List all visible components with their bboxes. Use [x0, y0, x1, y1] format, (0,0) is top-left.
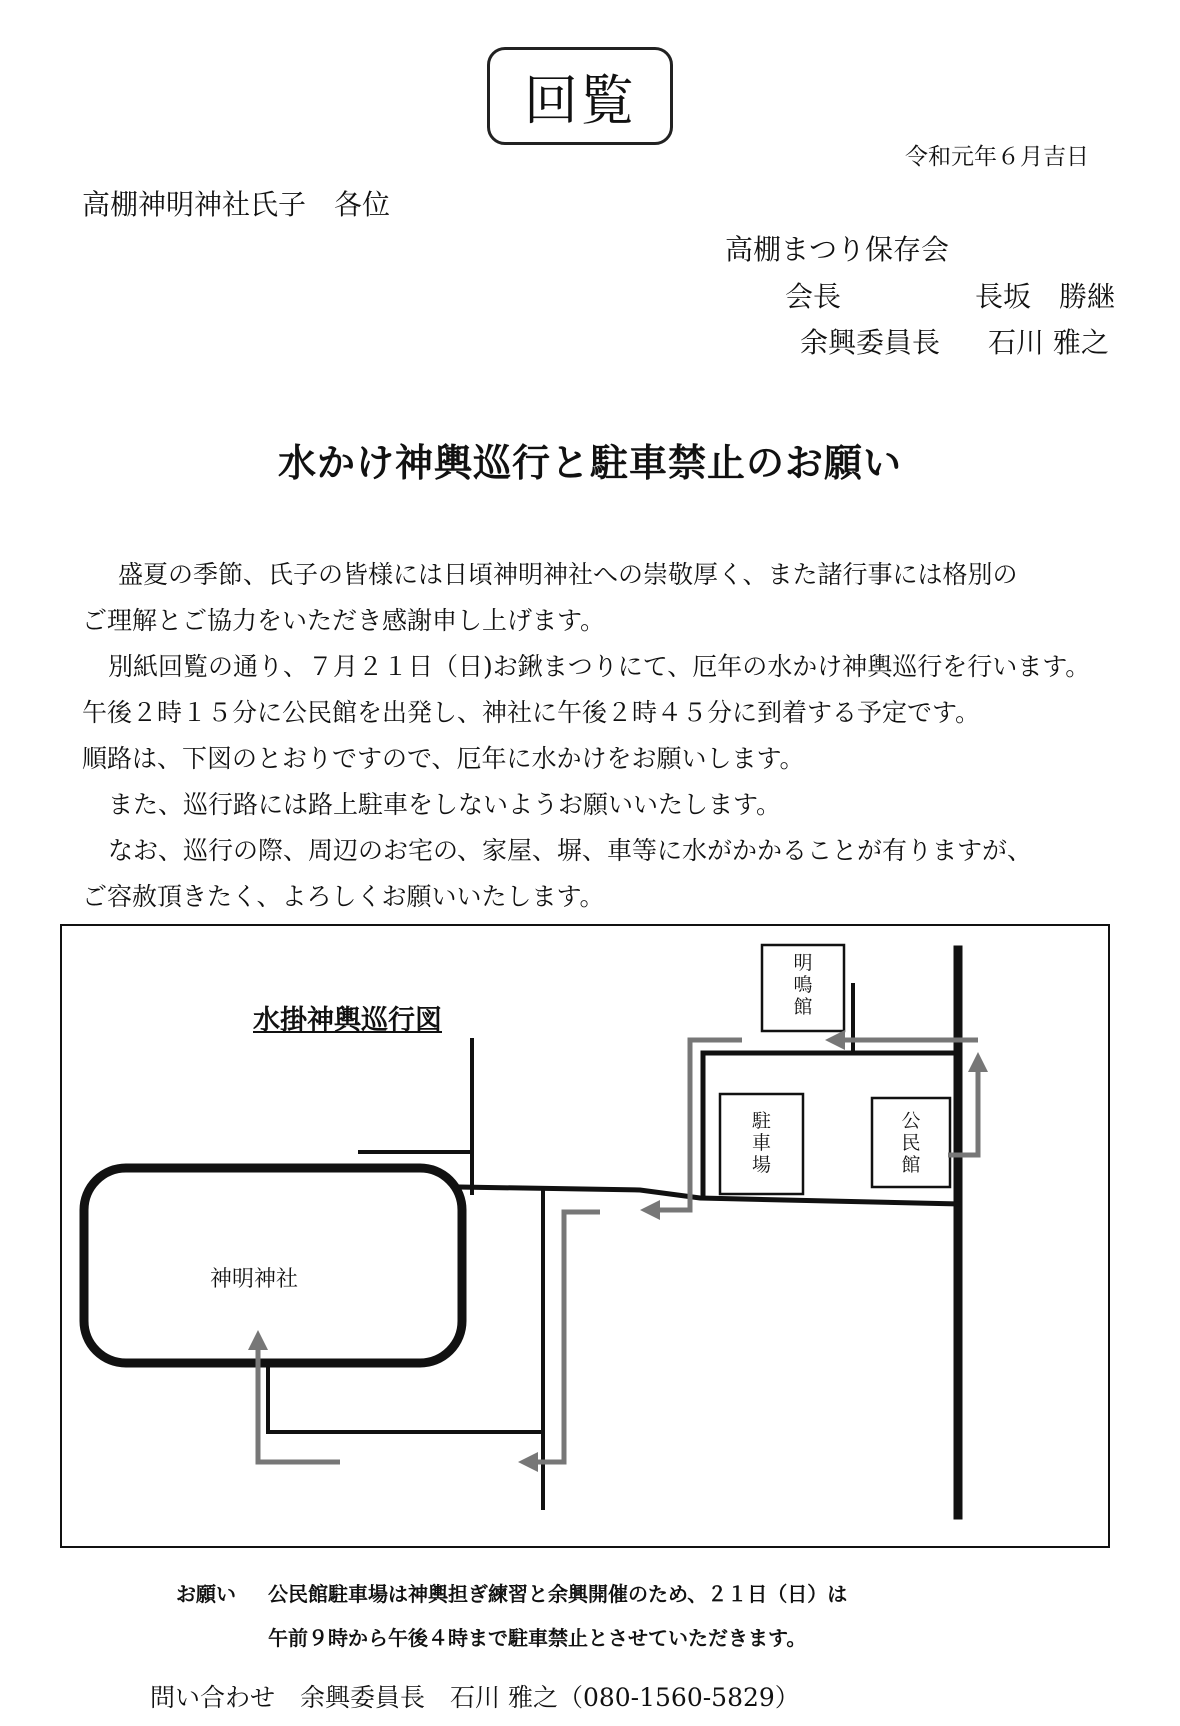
body-line: また、巡行路には路上駐車をしないようお願いいたします。 [108, 790, 782, 819]
kominkan-label: 公 民 館 [901, 1110, 921, 1176]
contact-info: 問い合わせ 余興委員長 石川 雅之（080-1560-5829） [150, 1683, 800, 1712]
notice-label: お願い [176, 1582, 236, 1606]
body-line: なお、巡行の際、周辺のお宅の、家屋、塀、車等に水がかかることが有りますが、 [108, 836, 1033, 865]
issue-date: 令和元年６月吉日 [905, 144, 1089, 170]
body-line: 順路は、下図のとおりですので、厄年に水かけをお願いします。 [82, 744, 805, 773]
body-line: 別紙回覧の通り、７月２１日（日)お鍬まつりにて、厄年の水かけ神輿巡行を行います。 [108, 652, 1091, 681]
notice-line: 公民館駐車場は神輿担ぎ練習と余興開催のため、２１日（日）は [268, 1582, 848, 1606]
notice-line: 午前９時から午後４時まで駐車禁止とさせていただきます。 [268, 1626, 807, 1650]
document-title: 水かけ神輿巡行と駐車禁止のお願い [277, 441, 902, 485]
procession-route [258, 1040, 978, 1462]
body-line: ご理解とご協力をいただき感謝申し上げます。 [82, 606, 606, 635]
organization-name: 高棚まつり保存会 [725, 233, 950, 266]
parking-label: 駐 車 場 [751, 1110, 771, 1176]
map-title: 水掛神輿巡行図 [253, 1005, 442, 1036]
committee-name: 石川 雅之 [988, 326, 1109, 359]
committee-title: 余興委員長 [800, 326, 941, 359]
meimeikan-label: 明 鳴 館 [793, 952, 813, 1018]
body-line: 盛夏の季節、氏子の皆様には日頃神明神社への崇敬厚く、また諸行事には格別の [118, 560, 1018, 589]
addressee: 高棚神明神社氏子 各位 [82, 188, 391, 221]
president-title: 会長 [785, 280, 842, 313]
president-name: 長坂 勝継 [975, 280, 1116, 313]
body-line: 午後２時１５分に公民館を出発し、神社に午後２時４５分に到着する予定です。 [82, 698, 981, 727]
kairan-stamp: 回覧 [487, 47, 673, 145]
body-line: ご容赦頂きたく、よろしくお願いいたします。 [82, 882, 605, 911]
shrine-label: 神明神社 [210, 1267, 299, 1292]
cross-road [460, 1187, 958, 1204]
